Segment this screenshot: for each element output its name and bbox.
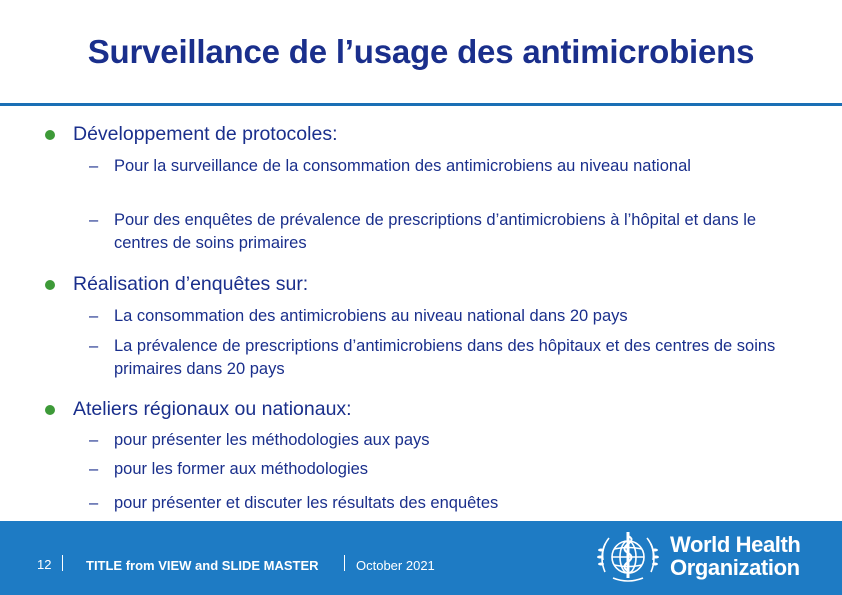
sub-bullet — [89, 209, 809, 255]
sub-bullet-text: Pour des enquêtes de prévalence de prescriptions d’antimicrobiens à l’hôpital et dans le centres de soins primaires — [114, 211, 757, 252]
who-logo-line2: Organization — [670, 555, 800, 580]
dash-marker: – — [89, 157, 99, 175]
sub-bullet-text: pour présenter les méthodologies aux pays — [114, 431, 430, 449]
page-number: 12 — [37, 557, 52, 572]
dash-marker: – — [89, 337, 99, 355]
bullet-text: Développement de protocoles: — [73, 123, 338, 145]
sub-bullet — [89, 429, 809, 452]
sub-bullet — [89, 492, 809, 515]
bullet-dot — [45, 130, 55, 140]
who-logo-text — [670, 533, 800, 579]
sub-bullet-text: La prévalence de prescriptions d’antimicrobiens dans des hôpitaux et des centres de soins primaires dans 20 pays — [114, 337, 776, 378]
dash-marker: – — [89, 494, 99, 512]
sub-bullet — [89, 458, 809, 481]
who-logo-line1: World Health — [670, 532, 801, 557]
dash-marker: – — [89, 460, 99, 478]
sub-bullet — [89, 155, 809, 178]
footer-separator — [344, 555, 345, 571]
footer-separator — [62, 555, 63, 571]
bullet-text: Réalisation d’enquêtes sur: — [73, 273, 309, 295]
bullet-dot — [45, 405, 55, 415]
footer-title: TITLE from VIEW and SLIDE MASTER — [86, 558, 319, 573]
bullet-dot — [45, 280, 55, 290]
dash-marker: – — [89, 431, 99, 449]
sub-bullet-text: La consommation des antimicrobiens au niveau national dans 20 pays — [114, 307, 628, 325]
sub-bullet — [89, 305, 809, 328]
footer-date: October 2021 — [356, 558, 435, 573]
dash-marker: – — [89, 307, 99, 325]
bullet-text: Ateliers régionaux ou nationaux: — [73, 398, 352, 420]
sub-bullet-text: Pour la surveillance de la consommation des antimicrobiens au niveau national — [114, 157, 691, 175]
sub-bullet-text: pour présenter et discuter les résultats des enquêtes — [114, 494, 499, 512]
who-emblem-icon — [593, 526, 663, 588]
sub-bullet-text: pour les former aux méthodologies — [114, 460, 369, 478]
footer-bar — [0, 521, 842, 595]
dash-marker: – — [89, 211, 99, 229]
sub-bullet — [89, 335, 809, 381]
title-rule — [0, 103, 842, 106]
slide-title: Surveillance de l’usage des antimicrobiens — [87, 33, 755, 70]
